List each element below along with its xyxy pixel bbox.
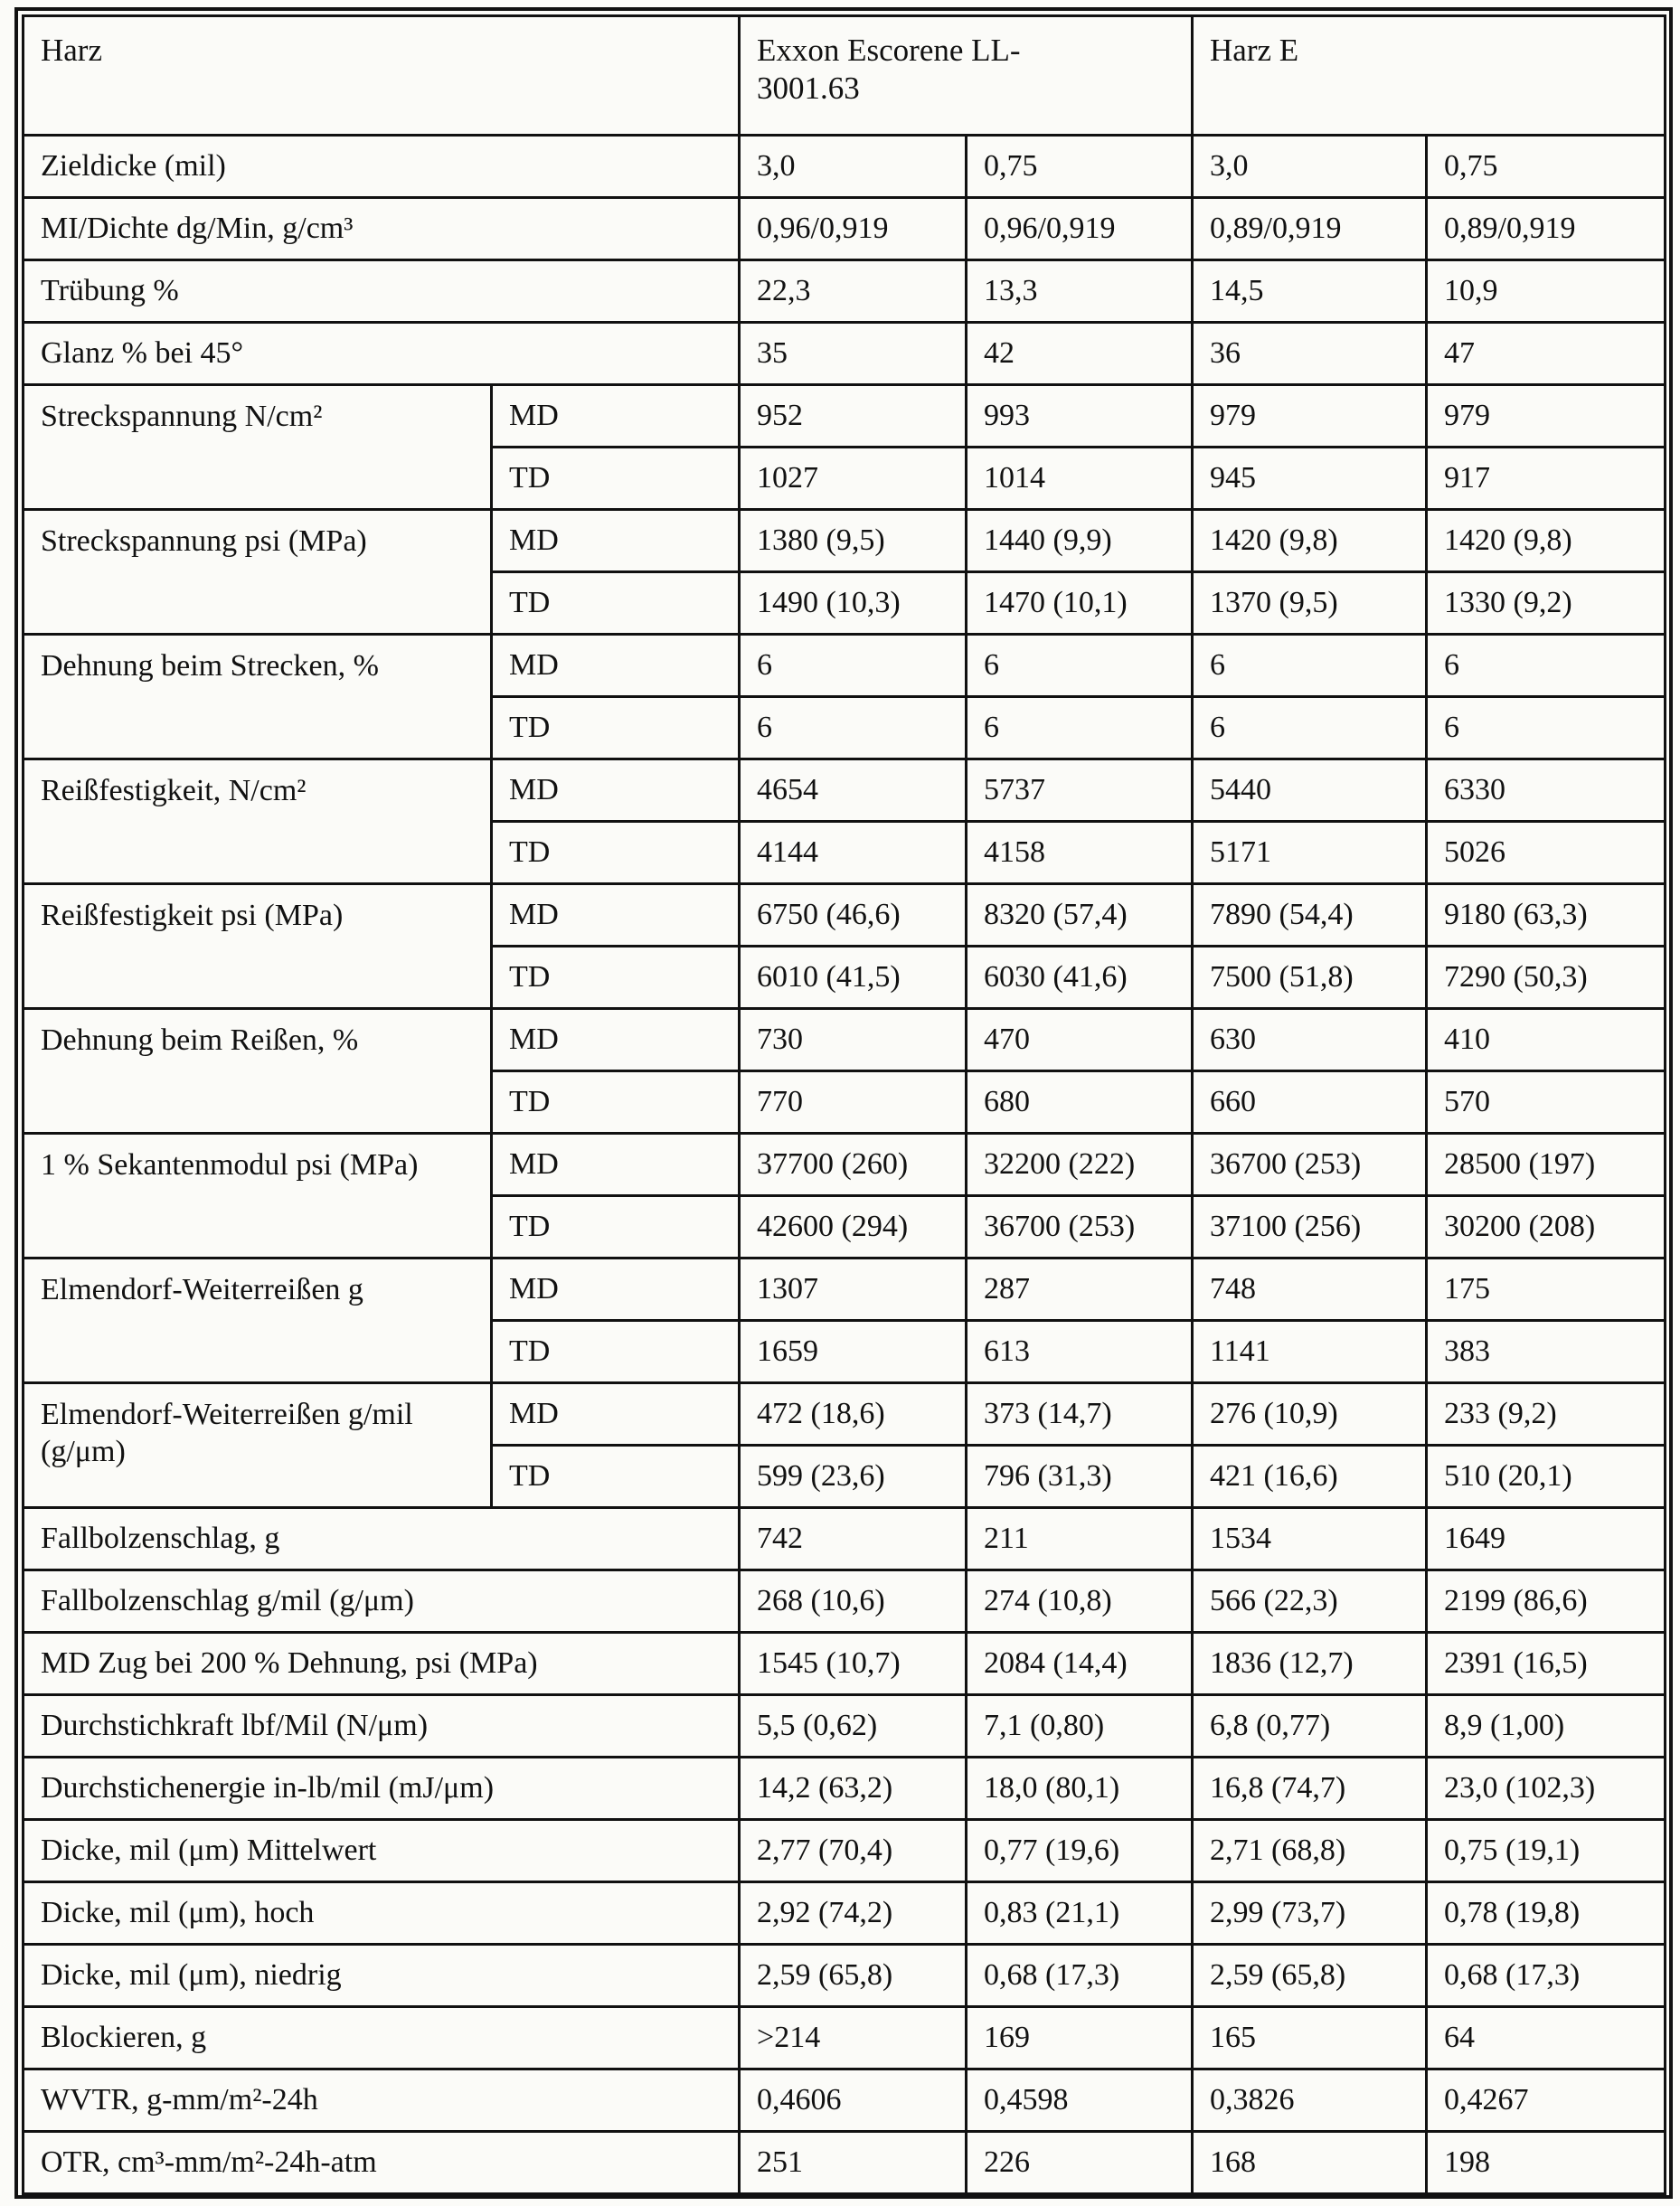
- table-row: [24, 1633, 1666, 1695]
- value-cell: 6: [1427, 697, 1666, 759]
- value-cell: 169: [967, 2007, 1193, 2069]
- direction-label: MD: [492, 635, 740, 697]
- value-cell: 0,3826: [1193, 2069, 1427, 2132]
- value-cell: 28500 (197): [1427, 1134, 1666, 1196]
- row-label: Elmendorf-Weiterreißen g/mil (g/μm): [24, 1383, 492, 1508]
- value-cell: 276 (10,9): [1193, 1383, 1427, 1446]
- value-cell: 7890 (54,4): [1193, 884, 1427, 947]
- value-cell: 13,3: [967, 260, 1193, 323]
- value-cell: 748: [1193, 1259, 1427, 1321]
- header-cell-exxon-escorene: [740, 16, 1193, 136]
- value-cell: 0,68 (17,3): [967, 1945, 1193, 2007]
- direction-label: MD: [492, 1259, 740, 1321]
- row-label: Blockieren, g: [24, 2007, 740, 2069]
- value-cell: 0,89/0,919: [1193, 198, 1427, 260]
- value-cell: 3,0: [1193, 136, 1427, 198]
- row-label: Zieldicke (mil): [24, 136, 740, 198]
- table-row: [24, 759, 1666, 822]
- table-row: [24, 2007, 1666, 2069]
- table-row: [24, 2132, 1666, 2194]
- value-cell: 6: [1193, 697, 1427, 759]
- value-cell: 1440 (9,9): [967, 510, 1193, 572]
- value-cell: 0,75 (19,1): [1427, 1820, 1666, 1882]
- value-cell: 742: [740, 1508, 967, 1570]
- table-row: [24, 1259, 1666, 1321]
- value-cell: 274 (10,8): [967, 1570, 1193, 1633]
- table-row: [24, 1508, 1666, 1570]
- value-cell: 472 (18,6): [740, 1383, 967, 1446]
- value-cell: 233 (9,2): [1427, 1383, 1666, 1446]
- value-cell: 42: [967, 323, 1193, 385]
- row-label: 1 % Sekantenmodul psi (MPa): [24, 1134, 492, 1259]
- table-row: [24, 1383, 1666, 1446]
- value-cell: 410: [1427, 1009, 1666, 1071]
- row-label: OTR, cm³-mm/m²-24h-atm: [24, 2132, 740, 2194]
- value-cell: 660: [1193, 1071, 1427, 1134]
- value-cell: 1027: [740, 448, 967, 510]
- value-cell: 4144: [740, 822, 967, 884]
- value-cell: 30200 (208): [1427, 1196, 1666, 1259]
- table-row: [24, 1570, 1666, 1633]
- value-cell: 36: [1193, 323, 1427, 385]
- value-cell: 1470 (10,1): [967, 572, 1193, 635]
- value-cell: 0,96/0,919: [967, 198, 1193, 260]
- value-cell: 23,0 (102,3): [1427, 1758, 1666, 1820]
- value-cell: 226: [967, 2132, 1193, 2194]
- value-cell: 1545 (10,7): [740, 1633, 967, 1695]
- value-cell: 0,83 (21,1): [967, 1882, 1193, 1945]
- value-cell: 0,75: [967, 136, 1193, 198]
- value-cell: 383: [1427, 1321, 1666, 1383]
- value-cell: 3,0: [740, 136, 967, 198]
- value-cell: 599 (23,6): [740, 1446, 967, 1508]
- value-cell: 251: [740, 2132, 967, 2194]
- direction-label: MD: [492, 385, 740, 448]
- value-cell: 8320 (57,4): [967, 884, 1193, 947]
- value-cell: 42600 (294): [740, 1196, 967, 1259]
- value-cell: 4158: [967, 822, 1193, 884]
- value-cell: 6: [740, 635, 967, 697]
- table-row: [24, 1009, 1666, 1071]
- value-cell: 421 (16,6): [1193, 1446, 1427, 1508]
- direction-label: TD: [492, 1196, 740, 1259]
- value-cell: 198: [1427, 2132, 1666, 2194]
- value-cell: 6: [967, 697, 1193, 759]
- table-row: [24, 1882, 1666, 1945]
- table-row: [24, 1695, 1666, 1758]
- value-cell: >214: [740, 2007, 967, 2069]
- table-outer-border: [14, 7, 1673, 2199]
- value-cell: 175: [1427, 1259, 1666, 1321]
- value-cell: 917: [1427, 448, 1666, 510]
- value-cell: 1307: [740, 1259, 967, 1321]
- value-cell: 7,1 (0,80): [967, 1695, 1193, 1758]
- header-cell-harz-e: [1193, 16, 1666, 136]
- value-cell: 470: [967, 1009, 1193, 1071]
- table-row: [24, 1820, 1666, 1882]
- direction-label: TD: [492, 697, 740, 759]
- row-label: WVTR, g-mm/m²-24h: [24, 2069, 740, 2132]
- value-cell: 0,4598: [967, 2069, 1193, 2132]
- value-cell: 32200 (222): [967, 1134, 1193, 1196]
- table-row: [24, 1134, 1666, 1196]
- direction-label: TD: [492, 448, 740, 510]
- value-cell: 1330 (9,2): [1427, 572, 1666, 635]
- value-cell: 1836 (12,7): [1193, 1633, 1427, 1695]
- value-cell: 36700 (253): [967, 1196, 1193, 1259]
- value-cell: 373 (14,7): [967, 1383, 1193, 1446]
- value-cell: 730: [740, 1009, 967, 1071]
- row-label: Dicke, mil (μm), hoch: [24, 1882, 740, 1945]
- direction-label: TD: [492, 947, 740, 1009]
- resin-properties-table: [22, 14, 1666, 2195]
- value-cell: 287: [967, 1259, 1193, 1321]
- value-cell: 796 (31,3): [967, 1446, 1193, 1508]
- table-row: [24, 2069, 1666, 2132]
- direction-label: MD: [492, 884, 740, 947]
- table-row: [24, 1758, 1666, 1820]
- row-label: Durchstichkraft lbf/Mil (N/μm): [24, 1695, 740, 1758]
- row-label: Fallbolzenschlag, g: [24, 1508, 740, 1570]
- value-cell: 64: [1427, 2007, 1666, 2069]
- value-cell: 2,92 (74,2): [740, 1882, 967, 1945]
- direction-label: TD: [492, 822, 740, 884]
- table-row: [24, 198, 1666, 260]
- row-label: Elmendorf-Weiterreißen g: [24, 1259, 492, 1383]
- value-cell: 7500 (51,8): [1193, 947, 1427, 1009]
- value-cell: 5440: [1193, 759, 1427, 822]
- header-cell-harz: [24, 16, 740, 136]
- value-cell: 2,59 (65,8): [1193, 1945, 1427, 2007]
- value-cell: 1370 (9,5): [1193, 572, 1427, 635]
- header-label-exxon-escorene: Exxon Escorene LL-3001.63: [757, 33, 1021, 106]
- value-cell: 165: [1193, 2007, 1427, 2069]
- value-cell: 1534: [1193, 1508, 1427, 1570]
- value-cell: 0,96/0,919: [740, 198, 967, 260]
- row-label: Dehnung beim Strecken, %: [24, 635, 492, 759]
- value-cell: 510 (20,1): [1427, 1446, 1666, 1508]
- row-label: Trübung %: [24, 260, 740, 323]
- value-cell: 10,9: [1427, 260, 1666, 323]
- value-cell: 0,75: [1427, 136, 1666, 198]
- row-label: Streckspannung psi (MPa): [24, 510, 492, 635]
- value-cell: 952: [740, 385, 967, 448]
- value-cell: 37100 (256): [1193, 1196, 1427, 1259]
- value-cell: 0,4267: [1427, 2069, 1666, 2132]
- row-label: Dicke, mil (μm) Mittelwert: [24, 1820, 740, 1882]
- direction-label: TD: [492, 1446, 740, 1508]
- value-cell: 1420 (9,8): [1193, 510, 1427, 572]
- table-row: [24, 1945, 1666, 2007]
- value-cell: 2,77 (70,4): [740, 1820, 967, 1882]
- value-cell: 680: [967, 1071, 1193, 1134]
- value-cell: 7290 (50,3): [1427, 947, 1666, 1009]
- value-cell: 979: [1427, 385, 1666, 448]
- value-cell: 993: [967, 385, 1193, 448]
- value-cell: 2199 (86,6): [1427, 1570, 1666, 1633]
- value-cell: 16,8 (74,7): [1193, 1758, 1427, 1820]
- row-label: Streckspannung N/cm²: [24, 385, 492, 510]
- value-cell: 945: [1193, 448, 1427, 510]
- row-label: Durchstichenergie in-lb/mil (mJ/μm): [24, 1758, 740, 1820]
- value-cell: 18,0 (80,1): [967, 1758, 1193, 1820]
- direction-label: MD: [492, 510, 740, 572]
- value-cell: 1380 (9,5): [740, 510, 967, 572]
- row-label: MD Zug bei 200 % Dehnung, psi (MPa): [24, 1633, 740, 1695]
- row-label: Glanz % bei 45°: [24, 323, 740, 385]
- value-cell: 2,99 (73,7): [1193, 1882, 1427, 1945]
- value-cell: 0,4606: [740, 2069, 967, 2132]
- direction-label: MD: [492, 1383, 740, 1446]
- header-row: [24, 16, 1666, 136]
- value-cell: 8,9 (1,00): [1427, 1695, 1666, 1758]
- value-cell: 22,3: [740, 260, 967, 323]
- value-cell: 6030 (41,6): [967, 947, 1193, 1009]
- table-row: [24, 260, 1666, 323]
- value-cell: 6: [1427, 635, 1666, 697]
- direction-label: MD: [492, 1134, 740, 1196]
- value-cell: 630: [1193, 1009, 1427, 1071]
- value-cell: 613: [967, 1321, 1193, 1383]
- direction-label: MD: [492, 759, 740, 822]
- value-cell: 6010 (41,5): [740, 947, 967, 1009]
- table-row: [24, 884, 1666, 947]
- value-cell: 6330: [1427, 759, 1666, 822]
- table-body: [24, 136, 1666, 2194]
- value-cell: 6: [967, 635, 1193, 697]
- header-label-harz-e: Harz E: [1210, 33, 1299, 68]
- value-cell: 5171: [1193, 822, 1427, 884]
- value-cell: 1649: [1427, 1508, 1666, 1570]
- value-cell: 2391 (16,5): [1427, 1633, 1666, 1695]
- value-cell: 1420 (9,8): [1427, 510, 1666, 572]
- value-cell: 0,68 (17,3): [1427, 1945, 1666, 2007]
- row-label: Dehnung beim Reißen, %: [24, 1009, 492, 1134]
- table-row: [24, 136, 1666, 198]
- value-cell: 4654: [740, 759, 967, 822]
- value-cell: 5026: [1427, 822, 1666, 884]
- table-header: [24, 16, 1666, 136]
- value-cell: 6750 (46,6): [740, 884, 967, 947]
- value-cell: 2,59 (65,8): [740, 1945, 967, 2007]
- value-cell: 5737: [967, 759, 1193, 822]
- value-cell: 14,2 (63,2): [740, 1758, 967, 1820]
- value-cell: 770: [740, 1071, 967, 1134]
- value-cell: 6,8 (0,77): [1193, 1695, 1427, 1758]
- value-cell: 168: [1193, 2132, 1427, 2194]
- direction-label: TD: [492, 572, 740, 635]
- row-label: MI/Dichte dg/Min, g/cm³: [24, 198, 740, 260]
- value-cell: 6: [740, 697, 967, 759]
- value-cell: 9180 (63,3): [1427, 884, 1666, 947]
- value-cell: 37700 (260): [740, 1134, 967, 1196]
- value-cell: 36700 (253): [1193, 1134, 1427, 1196]
- value-cell: 1014: [967, 448, 1193, 510]
- row-label: Reißfestigkeit, N/cm²: [24, 759, 492, 884]
- value-cell: 268 (10,6): [740, 1570, 967, 1633]
- value-cell: 979: [1193, 385, 1427, 448]
- direction-label: MD: [492, 1009, 740, 1071]
- value-cell: 566 (22,3): [1193, 1570, 1427, 1633]
- table-row: [24, 635, 1666, 697]
- table-row: [24, 323, 1666, 385]
- value-cell: 14,5: [1193, 260, 1427, 323]
- value-cell: 211: [967, 1508, 1193, 1570]
- value-cell: 35: [740, 323, 967, 385]
- value-cell: 2084 (14,4): [967, 1633, 1193, 1695]
- row-label: Fallbolzenschlag g/mil (g/μm): [24, 1570, 740, 1633]
- row-label: Reißfestigkeit psi (MPa): [24, 884, 492, 1009]
- table-row: [24, 385, 1666, 448]
- row-label: Dicke, mil (μm), niedrig: [24, 1945, 740, 2007]
- value-cell: 1490 (10,3): [740, 572, 967, 635]
- value-cell: 0,78 (19,8): [1427, 1882, 1666, 1945]
- value-cell: 47: [1427, 323, 1666, 385]
- value-cell: 1141: [1193, 1321, 1427, 1383]
- value-cell: 1659: [740, 1321, 967, 1383]
- value-cell: 2,71 (68,8): [1193, 1820, 1427, 1882]
- value-cell: 570: [1427, 1071, 1666, 1134]
- value-cell: 0,89/0,919: [1427, 198, 1666, 260]
- value-cell: 5,5 (0,62): [740, 1695, 967, 1758]
- value-cell: 6: [1193, 635, 1427, 697]
- header-label-harz: Harz: [41, 33, 103, 68]
- direction-label: TD: [492, 1321, 740, 1383]
- direction-label: TD: [492, 1071, 740, 1134]
- value-cell: 0,77 (19,6): [967, 1820, 1193, 1882]
- table-row: [24, 510, 1666, 572]
